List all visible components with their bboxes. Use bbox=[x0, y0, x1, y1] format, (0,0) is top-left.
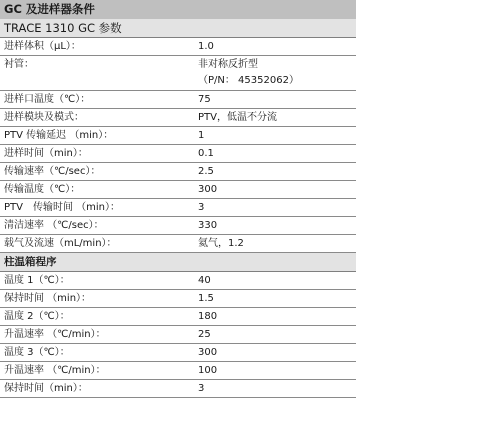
table-row bbox=[0, 109, 356, 127]
oven-label: 升温速率 （℃/min）： bbox=[4, 365, 106, 376]
param-label: 载气及流速（mL/min）： bbox=[4, 238, 117, 249]
table-row bbox=[0, 181, 356, 199]
param-value: 1.0 bbox=[198, 41, 214, 52]
table-row bbox=[0, 290, 356, 308]
param-value: 300 bbox=[198, 184, 218, 195]
oven-value: 100 bbox=[198, 365, 218, 376]
param-value: 1 bbox=[198, 130, 205, 141]
instrument-subheader: TRACE 1310 GC 参数 bbox=[0, 19, 356, 38]
table-row bbox=[0, 145, 356, 163]
oven-label: 保持时间 （min）： bbox=[4, 293, 92, 304]
param-value: 0.1 bbox=[198, 148, 214, 159]
table-row bbox=[0, 91, 356, 109]
param-label: 进样时间（min）： bbox=[4, 148, 88, 159]
table-row bbox=[0, 217, 356, 235]
param-value: 氦气，1.2 bbox=[198, 238, 244, 249]
param-label: 进样模块及模式： bbox=[4, 112, 84, 123]
table-row bbox=[0, 344, 356, 362]
param-value bbox=[198, 56, 356, 90]
table-row bbox=[0, 326, 356, 344]
table-row bbox=[0, 199, 356, 217]
param-value: 330 bbox=[198, 220, 218, 231]
param-label: 清洁速率 （℃/sec）： bbox=[4, 220, 104, 231]
param-label: 进样体积（μL）： bbox=[4, 41, 81, 52]
table-row bbox=[0, 56, 356, 91]
table-row bbox=[0, 272, 356, 290]
liner-part-number: （P/N： 45352062） bbox=[198, 75, 299, 86]
table-row bbox=[0, 163, 356, 181]
oven-label: 保持时间（min）： bbox=[4, 383, 88, 394]
param-value: 75 bbox=[198, 94, 211, 105]
param-label: 传输温度（℃）： bbox=[4, 184, 81, 195]
param-value: 3 bbox=[198, 202, 205, 213]
oven-label: 温度 2（℃）： bbox=[4, 311, 70, 322]
oven-label: 升温速率 （℃/min）： bbox=[4, 329, 106, 340]
table-row bbox=[0, 127, 356, 145]
oven-value: 3 bbox=[198, 383, 205, 394]
table-row bbox=[0, 380, 356, 398]
oven-label: 温度 3（℃）： bbox=[4, 347, 70, 358]
oven-label: 温度 1（℃）： bbox=[4, 275, 70, 286]
param-value: 2.5 bbox=[198, 166, 214, 177]
param-label: PTV 传输时间 （min）： bbox=[4, 202, 121, 213]
param-label: 传输速率（℃/sec）： bbox=[4, 166, 101, 177]
param-label: 衬管： bbox=[4, 59, 34, 70]
table-row bbox=[0, 362, 356, 380]
table-row bbox=[0, 38, 356, 56]
table-title: GC 及进样器条件 bbox=[0, 0, 356, 19]
param-value: PTV，低温不分流 bbox=[198, 112, 277, 123]
oven-value: 1.5 bbox=[198, 293, 214, 304]
table-row bbox=[0, 308, 356, 326]
table-row bbox=[0, 235, 356, 253]
oven-value: 300 bbox=[198, 347, 218, 358]
param-label: PTV 传输延迟 （min）： bbox=[4, 130, 114, 141]
oven-value: 25 bbox=[198, 329, 211, 340]
liner-type: 非对称反折型 bbox=[198, 59, 258, 70]
oven-value: 180 bbox=[198, 311, 218, 322]
param-label: 进样口温度（℃）： bbox=[4, 94, 91, 105]
oven-value: 40 bbox=[198, 275, 211, 286]
oven-program-header: 柱温箱程序 bbox=[0, 253, 356, 272]
